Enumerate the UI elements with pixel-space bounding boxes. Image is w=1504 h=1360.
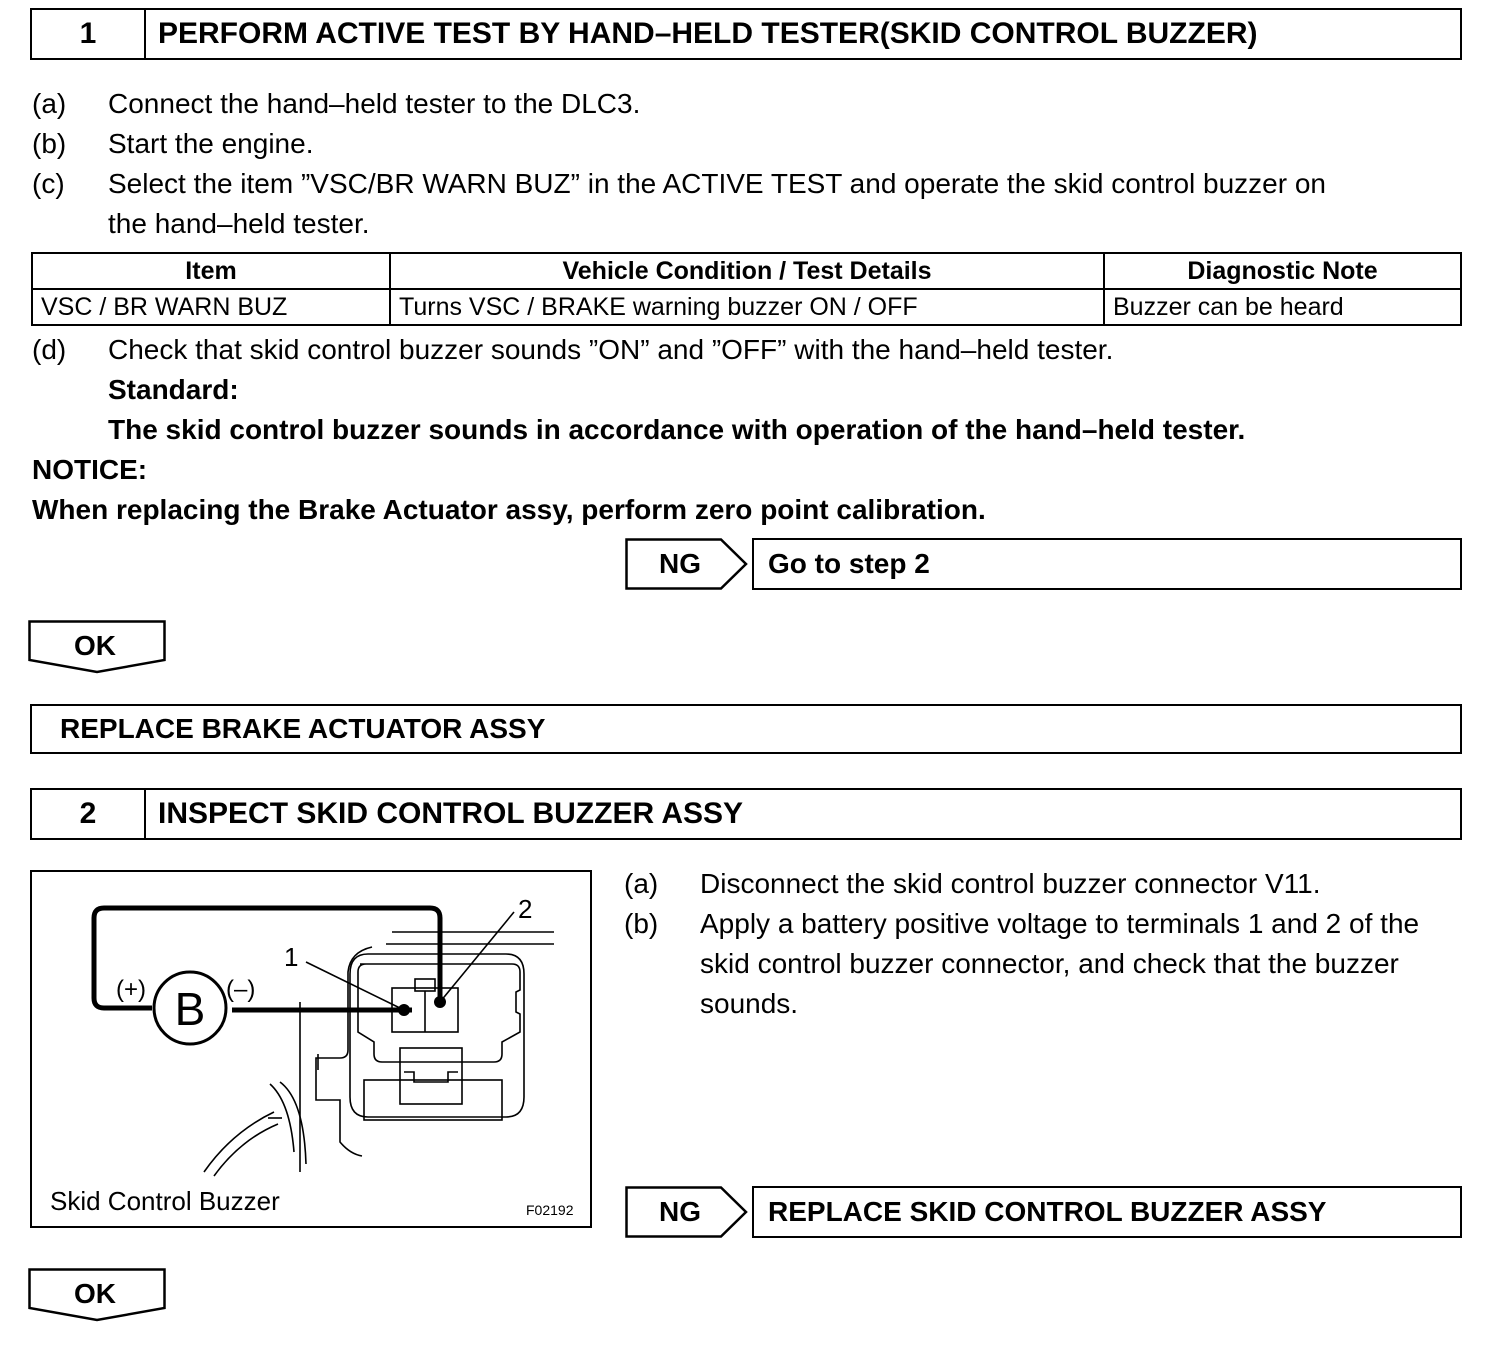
battery-symbol: B: [174, 983, 206, 1035]
step1-ng-action: [752, 538, 1462, 590]
step2-ok-tag: [28, 1268, 166, 1322]
ok-label: OK: [74, 630, 116, 661]
ng-label: NG: [659, 1196, 701, 1227]
step1-number: 1: [32, 10, 146, 58]
figure-code: F02192: [526, 1202, 574, 1218]
item-text: Check that skid control buzzer sounds ”ON” and ”OFF” with the hand–held tester.: [108, 334, 1114, 365]
table-cell: Turns VSC / BRAKE warning buzzer ON / OFF: [390, 289, 1104, 325]
ok-action-text: REPLACE BRAKE ACTUATOR ASSY: [60, 713, 546, 744]
item-label: (a): [32, 88, 67, 119]
step1-header: [30, 8, 1462, 60]
terminal-2-label: 2: [518, 894, 533, 924]
item-text: Connect the hand–held tester to the DLC3.: [108, 88, 641, 119]
step2-ng-action: [752, 1186, 1462, 1238]
step2-title: INSPECT SKID CONTROL BUZZER ASSY: [158, 797, 744, 830]
step1-item-c-cont: the hand–held tester.: [108, 208, 370, 239]
step2-ng-tag: [625, 1186, 749, 1238]
notice-text: When replacing the Brake Actuator assy, perform zero point calibration.: [32, 494, 986, 525]
item-label: (c): [32, 168, 65, 199]
standard-label: Standard:: [108, 374, 239, 405]
ng-action-text: REPLACE SKID CONTROL BUZZER ASSY: [768, 1196, 1327, 1227]
minus-terminal-label: (–): [226, 976, 256, 1003]
notice-label: NOTICE:: [32, 454, 148, 485]
active-test-table: [31, 252, 1462, 326]
item-text: Apply a battery positive voltage to terminals 1 and 2 of the: [700, 908, 1420, 939]
table-header: Item: [32, 253, 390, 289]
item-label: (a): [624, 868, 659, 899]
table-cell: VSC / BR WARN BUZ: [32, 289, 390, 325]
ok-label: OK: [74, 1278, 116, 1309]
item-text: Select the item ”VSC/BR WARN BUZ” in the ACTIVE TEST and operate the skid control buzzer on: [108, 168, 1326, 199]
step1-item-a: [32, 84, 640, 124]
step2-item-b: [624, 904, 1419, 944]
item-label: (b): [32, 128, 67, 159]
buzzer-connector-figure: [30, 870, 592, 1228]
terminal-1-label: 1: [284, 942, 299, 972]
table-row: [32, 289, 1461, 325]
table-cell: Buzzer can be heard: [1104, 289, 1461, 325]
item-label: (b): [624, 908, 659, 939]
step2-item-b-line2: skid control buzzer connector, and check that the buzzer: [700, 948, 1399, 979]
step1-item-c: [32, 164, 1326, 204]
item-text: Disconnect the skid control buzzer connector V11.: [700, 868, 1321, 899]
step1-title: PERFORM ACTIVE TEST BY HAND–HELD TESTER(SKID CONTROL BUZZER): [158, 17, 1258, 50]
plus-terminal-label: (+): [116, 976, 146, 1003]
ng-action-text: Go to step 2: [768, 548, 930, 579]
table-header: Vehicle Condition / Test Details: [390, 253, 1104, 289]
figure-caption: Skid Control Buzzer: [50, 1186, 280, 1216]
ng-label: NG: [659, 548, 701, 579]
step2-number: 2: [32, 790, 146, 838]
table-header: Diagnostic Note: [1104, 253, 1461, 289]
table-header-row: [32, 253, 1461, 289]
step2-item-a: [624, 864, 1320, 904]
standard-text: The skid control buzzer sounds in accordance with operation of the hand–held tester.: [108, 414, 1246, 445]
item-label: (d): [32, 334, 67, 365]
step1-item-d: [32, 330, 1113, 370]
step2-header: [30, 788, 1462, 840]
connector-diagram: [32, 872, 590, 1226]
step1-ok-action: [30, 704, 1462, 754]
step1-ok-tag: [28, 620, 166, 674]
step1-ng-tag: [625, 538, 749, 590]
step1-item-b: [32, 124, 313, 164]
step2-item-b-line3: sounds.: [700, 988, 799, 1019]
item-text: Start the engine.: [108, 128, 314, 159]
